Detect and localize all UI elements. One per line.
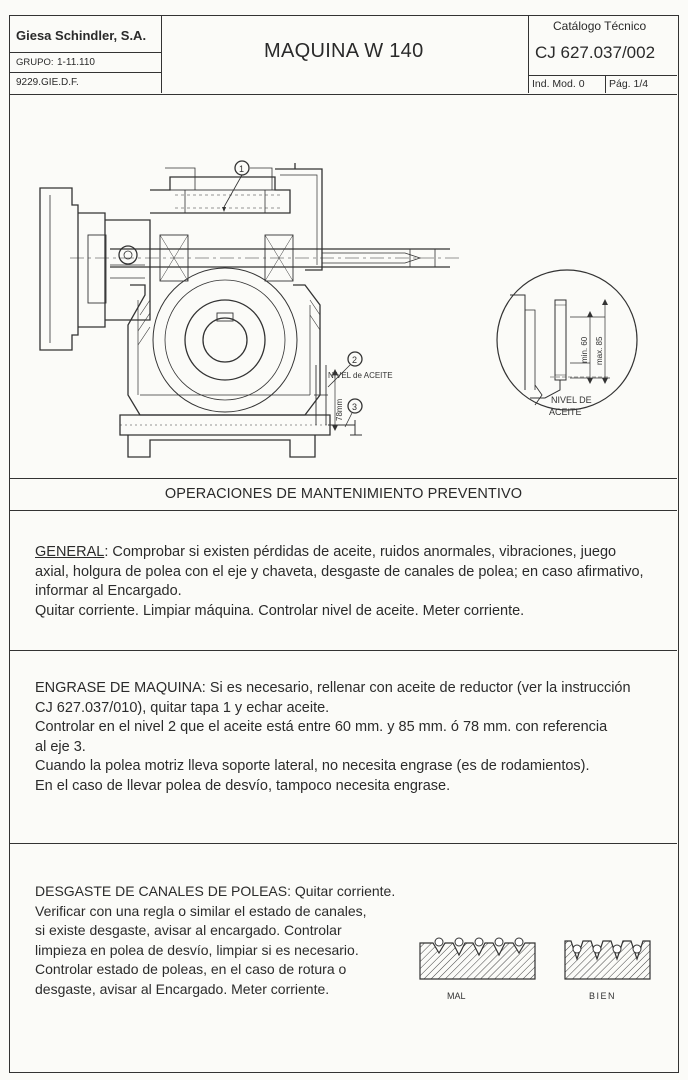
technical-drawing xyxy=(10,95,677,478)
desgaste-line: Verificar con una regla o similar el estado de canales, xyxy=(35,902,367,919)
dim-78mm: 78mm xyxy=(335,398,344,421)
engrase-line: ENGRASE DE MAQUINA: Si es necesario, rellenar con aceite de reductor (ver la instrucción xyxy=(35,680,631,696)
section-title: OPERACIONES DE MANTENIMIENTO PREVENTIVO xyxy=(164,486,523,502)
engrase-line: CJ 627.037/010), quitar tapa 1 y echar aceite. xyxy=(35,699,330,716)
document-sheet xyxy=(9,15,679,1073)
grupo-value: 1-11.110 xyxy=(57,57,95,68)
document-code: 9229.GIE.D.F. xyxy=(16,77,79,88)
engrase-line: al eje 3. xyxy=(35,738,86,755)
desgaste-line: limpieza en polea de desvío, limpiar si es necesario. xyxy=(35,941,359,958)
general-line: axial, holgura de polea con el eje y chaveta, desgaste de canales de polea; en caso afirmativo, xyxy=(35,563,644,580)
nivel-aceite-label: NIVEL de ACEITE xyxy=(328,371,393,380)
groove-comparison xyxy=(415,931,655,1006)
desgaste-paragraph xyxy=(35,882,415,999)
divider xyxy=(10,510,677,511)
detail-min-60: min. 60 xyxy=(580,336,589,363)
general-heading: GENERAL xyxy=(35,544,105,560)
engrase-paragraph xyxy=(35,679,675,796)
callout-2: 2 xyxy=(352,355,358,365)
catalog-number: CJ 627.037/002 xyxy=(535,43,656,62)
gearbox-section-drawing xyxy=(10,95,677,478)
title-block xyxy=(10,16,677,95)
desgaste-line: DESGASTE DE CANALES DE POLEAS: Quitar corriente. xyxy=(35,883,396,899)
desgaste-line: desgaste, avisar al Encargado. Meter corriente. xyxy=(35,980,330,997)
engrase-line: Cuando la polea motriz lleva soporte lateral, no necesita engrase (es de rodamientos). xyxy=(35,758,590,774)
general-line: : Comprobar si existen pérdidas de aceite, ruidos anormales, vibraciones, juego xyxy=(104,544,617,560)
good-groove-illustration xyxy=(565,941,650,1001)
desgaste-line: Controlar estado de poleas, en el caso de rotura o xyxy=(35,961,347,977)
general-paragraph xyxy=(35,543,675,621)
bien-label: BIEN xyxy=(589,991,617,1001)
ind-mod: Ind. Mod. 0 xyxy=(532,78,585,90)
document-title: MAQUINA W 140 xyxy=(264,40,424,62)
general-line: Quitar corriente. Limpiar máquina. Controlar nivel de aceite. Meter corriente. xyxy=(35,602,525,619)
general-line: informar al Encargado. xyxy=(35,583,182,599)
worn-groove-illustration xyxy=(420,938,535,1001)
engrase-line: En el caso de llevar polea de desvío, tampoco necesita engrase. xyxy=(35,777,451,794)
divider xyxy=(10,650,677,651)
detail-max-85: max. 85 xyxy=(595,336,604,365)
page-number: Pág. 1/4 xyxy=(609,78,649,90)
callout-3: 3 xyxy=(352,402,358,412)
detail-nivel-label: NIVEL DE xyxy=(551,395,592,405)
company-name: Giesa Schindler, S.A. xyxy=(16,28,147,43)
divider xyxy=(10,843,677,844)
desgaste-line: si existe desgaste, avisar al encargado. Controlar xyxy=(35,922,342,938)
mal-label: MAL xyxy=(447,991,466,1001)
catalog-label: Catálogo Técnico xyxy=(553,19,647,33)
engrase-line: Controlar en el nivel 2 que el aceite está entre 60 mm. y 85 mm. ó 78 mm. con referencia xyxy=(35,719,608,735)
detail-aceite-label: ACEITE xyxy=(549,407,582,417)
callout-1: 1 xyxy=(239,164,245,174)
grupo-label: GRUPO: xyxy=(16,57,54,68)
